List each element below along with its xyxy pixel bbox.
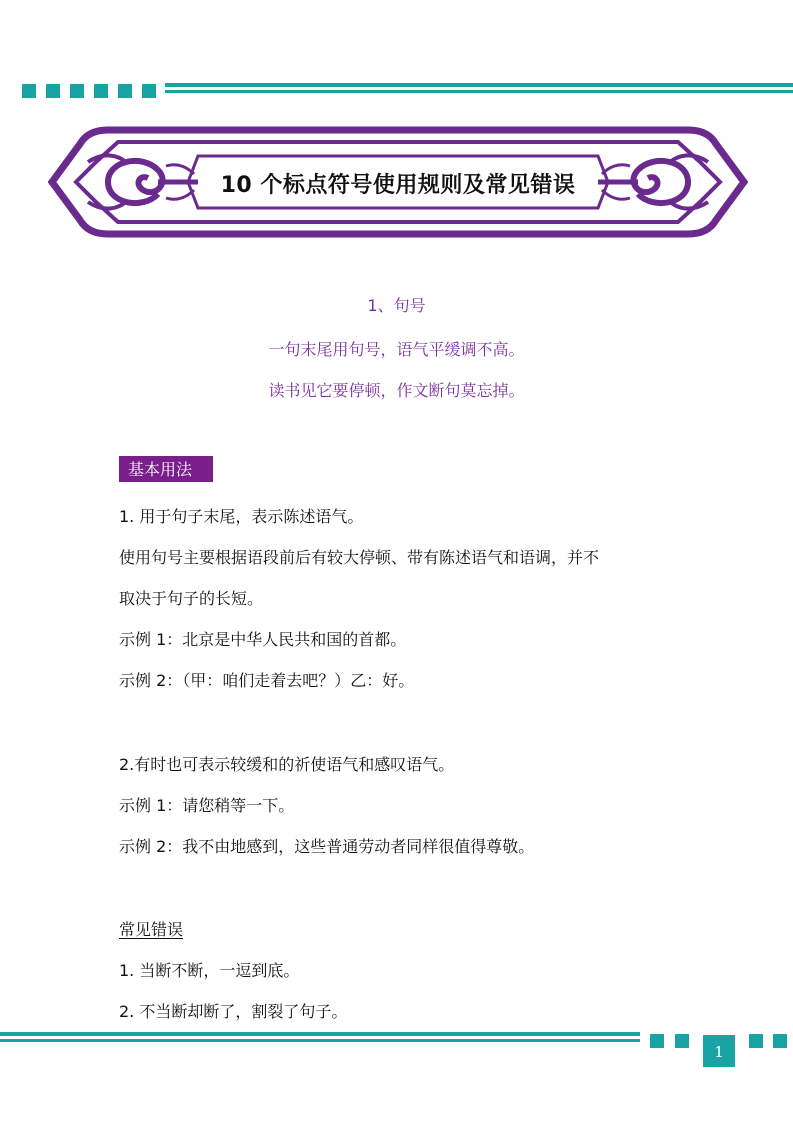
page-number: 1 [703, 1035, 735, 1067]
usage-example-2: 示例 2：（甲：咱们走着去吧？）乙：好。 [119, 671, 415, 690]
error-item-2: 2. 不当断却断了，割裂了句子。 [119, 1002, 348, 1021]
mnemonic-line-2: 读书见它要停顿，作文断句莫忘掉。 [268, 381, 525, 400]
usage-explanation-line-1: 使用句号主要根据语段前后有较大停顿、带有陈述语气和语调，并不 [119, 548, 600, 567]
mnemonic-line-1: 一句末尾用句号，语气平缓调不高。 [268, 340, 525, 359]
usage-rule-1: 1. 用于句子末尾，表示陈述语气。 [119, 507, 364, 526]
usage-example-1: 示例 1：北京是中华人民共和国的首都。 [119, 630, 407, 649]
title-banner [48, 122, 748, 242]
error-item-1: 1. 当断不断，一逗到底。 [119, 961, 300, 980]
page-title: 10 个标点符号使用规则及常见错误 [220, 172, 576, 198]
usage-explanation-line-2: 取决于句子的长短。 [119, 589, 264, 608]
header-decoration-lines [165, 83, 793, 93]
usage-rule-2-example-2: 示例 2：我不由地感到，这些普通劳动者同样很值得尊敬。 [119, 837, 535, 856]
footer-decoration-lines [0, 1032, 640, 1042]
basic-usage-badge: 基本用法 [119, 456, 213, 482]
usage-rule-2: 2.有时也可表示较缓和的祈使语气和感叹语气。 [119, 755, 455, 774]
section-heading-period: 1、句号 [367, 296, 426, 315]
usage-rule-2-example-1: 示例 1：请您稍等一下。 [119, 796, 295, 815]
common-errors-heading: 常见错误 [119, 920, 184, 939]
